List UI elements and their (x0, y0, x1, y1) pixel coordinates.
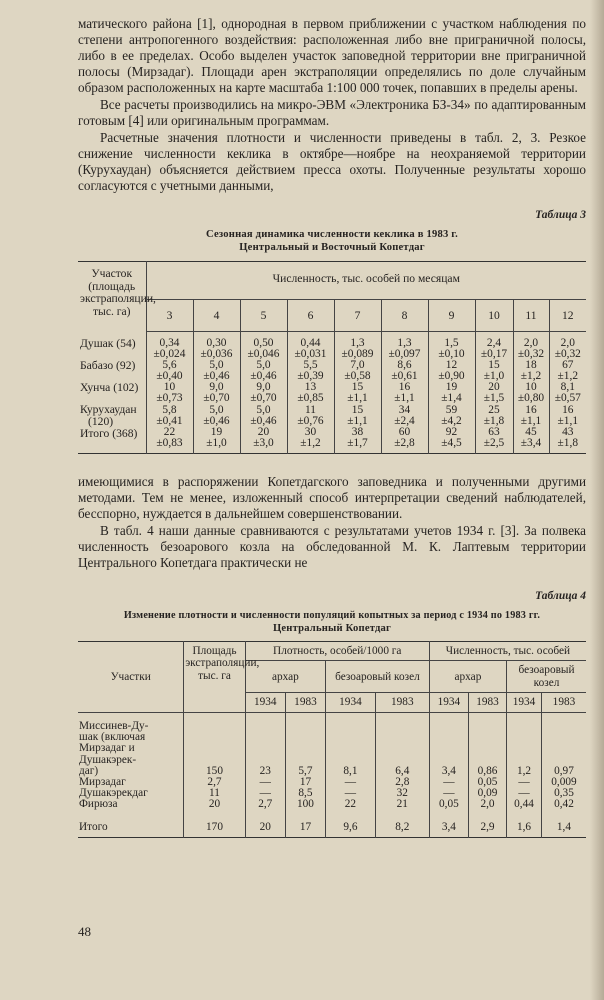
table-3 (78, 261, 586, 454)
table-4-col-goat-number-1983: 0,97 0,009 0,35 0,42 1,4 (541, 712, 586, 837)
table-3-col-8: 1,3 ±0,097 8,6 ±0,61 16 ±1,1 34 ±2,4 60 ±2,8 (381, 332, 428, 454)
table-4-col-argali-number-1983: 0,86 0,05 0,09 2,0 2,9 (468, 712, 506, 837)
table-4-site: Миссинев-Ду- (79, 719, 149, 732)
table-3-col-3: 0,34 ±0,024 5,6 ±0,40 10 ±0,73 5,8 ±0,41 22 ±0,83 (146, 332, 193, 454)
table-4-col-goat-density-1934: 8,1 — — 22 9,6 (326, 712, 376, 837)
table-3-site: Курухаудан (80, 402, 137, 416)
table-3-month: 3 (146, 300, 193, 332)
table-4-year: 1983 (375, 693, 429, 713)
table-4-year: 1934 (245, 693, 285, 713)
table-4-title-line1: Изменение плотности и численности популяций копытных за период с 1934 по 1983 гг. (123, 609, 541, 621)
table-4-site: шак (включая (79, 731, 146, 744)
table-3-site-header: Участок (площадь экстраполяции, тыс. га) (80, 267, 156, 318)
paragraph-5: В табл. 4 наши данные сравниваются с результатами учетов 1934 г. [3]. За полвека численность безоарового козла на обследованной М. К. Лаптевым территории Центрального Копетдага практически не (78, 522, 586, 570)
table-3-span-header: Численность, тыс. особей по месяцам (146, 262, 586, 300)
table-4-site: Итого (79, 820, 108, 833)
table-4-argali-header: архар (245, 661, 325, 693)
table-4-col-goat-density-1983: 6,4 2,8 32 21 8,2 (375, 712, 429, 837)
table-3-site: Душак (54) (80, 336, 136, 350)
table-3-month: 8 (381, 300, 428, 332)
table-4-site: Мирзадаг и (79, 742, 135, 755)
table-3-col-7: 1,3 ±0,089 7,0 ±0,58 15 ±1,1 15 ±1,1 38 ±1,7 (334, 332, 381, 454)
table-4-col-argali-density-1934: 23 — — 2,7 20 (245, 712, 285, 837)
table-4-goat-header: безоаровый козел (326, 661, 430, 693)
table-4-site: Душакэрек- (79, 753, 137, 766)
table-3-month: 5 (240, 300, 287, 332)
table-4-col-argali-number-1934: 3,4 — — 0,05 3,4 (429, 712, 468, 837)
table-4-goat-header: безоаровый козел (507, 661, 586, 693)
table-4-year: 1983 (468, 693, 506, 713)
table-3-col-6: 0,44 ±0,031 5,5 ±0,39 13 ±0,85 11 ±0,76 30 ±1,2 (287, 332, 334, 454)
page-number: 48 (78, 924, 91, 939)
table-4-year: 1934 (326, 693, 376, 713)
table-4-site: Мирзадаг (79, 775, 126, 788)
table-3-month: 6 (287, 300, 334, 332)
table-4-col-area: 150 2,7 11 20 170 (184, 712, 245, 837)
table-4-argali-header: архар (429, 661, 506, 693)
table-3-month: 11 (513, 300, 549, 332)
table-4-number-header: Численность, тыс. особей (429, 641, 586, 661)
table-3-month: 10 (475, 300, 513, 332)
table-4-year: 1983 (285, 693, 325, 713)
table-3-sites (78, 332, 146, 454)
table-3-label: Таблица 3 (535, 209, 586, 221)
table-3-col-12: 2,0 ±0,32 67 ±1,2 8,1 ±0,57 16 ±1,1 43 ±1,8 (549, 332, 586, 454)
table-3-site: Хунча (102) (80, 380, 139, 394)
table-3-site: (120) (88, 414, 114, 428)
table-4-col-argali-density-1983: 5,7 17 8,5 100 17 (285, 712, 325, 837)
table-4-year: 1934 (429, 693, 468, 713)
table-4-site: Фирюза (79, 798, 118, 811)
table-4-site: Душакэрекдаг (79, 787, 148, 800)
table-3-month: 4 (193, 300, 240, 332)
table-4-title (78, 609, 586, 635)
table-3-col-5: 0,50 ±0,046 5,0 ±0,46 9,0 ±0,70 5,0 ±0,46 20 ±3,0 (240, 332, 287, 454)
table-3-title-line1: Сезонная динамика численности кеклика в 1983 г. (206, 229, 458, 240)
table-3-col-11: 2,0 ±0,32 18 ±1,2 10 ±0,80 16 ±1,1 45 ±3,4 (513, 332, 549, 454)
table-4-year: 1934 (507, 693, 542, 713)
table-3-col-10: 2,4 ±0,17 15 ±1,0 20 ±1,5 25 ±1,8 63 ±2,5 (475, 332, 513, 454)
table-4 (78, 641, 586, 838)
table-3-col-4: 0,30 ±0,036 5,0 ±0,46 9,0 ±0,70 5,0 ±0,46 19 ±1,0 (193, 332, 240, 454)
table-4-label: Таблица 4 (535, 589, 586, 602)
table-3-site: Бабазо (92) (80, 358, 136, 372)
table-3-month: 9 (428, 300, 475, 332)
table-3-col-9: 1,5 ±0,10 12 ±0,90 19 ±1,4 59 ±4,2 92 ±4,5 (428, 332, 475, 454)
table-4-title-line2: Центральный Копетдаг (272, 622, 392, 634)
paragraph-1: матического района [1], однородная в первом приближении с участком наблюдения по степени антропогенного воздействия: расположенная либо вне приграничной полосы, либо в ее пределах. Особо выделен участок заповедной территории вне приграничной полосы (Мирзадаг). Площади арен экстраполяции определялись по доле случайным образом расположенных на карте масштаба 1:100 000 точек, попавших в пределы арены. (78, 16, 586, 95)
table-4-sites (78, 712, 184, 837)
table-4-site-header: Участки (78, 641, 184, 712)
table-4-year: 1983 (541, 693, 586, 713)
paragraph-2: Все расчеты производились на микро-ЭВМ «Электроника БЗ-34» по адаптированным готовым [4] или оригинальным программам. (78, 97, 586, 128)
table-3-title-line2: Центральный и Восточный Копетдаг (239, 242, 425, 253)
table-3-month: 12 (549, 300, 586, 332)
table-4-density-header: Плотность, особей/1000 га (245, 641, 429, 661)
table-3-title (78, 228, 586, 254)
table-4-area-header: Площадь экстраполяции, тыс. га (184, 641, 245, 712)
table-4-col-goat-number-1934: 1,2 — — 0,44 1,6 (507, 712, 542, 837)
paragraph-4: имеющимися в распоряжении Копетдагского заповедника и полученными другими методами. Тем не менее, изложенный способ интерпретации сведений наблюдателей, бесспорно, нуждается в дальнейшем совершенствовании. (78, 473, 586, 521)
table-3-site: Итого (368) (80, 426, 138, 440)
paragraph-3: Расчетные значения плотности и численности приведены в табл. 2, 3. Резкое снижение численности кеклика в октябре—ноябре на неохраняемой территории (Курухаудан) объясняется действием пресса охоты. Полученные результаты хорошо согласуются с учетными данными, (78, 130, 586, 193)
table-4-site: даг) (79, 764, 99, 777)
table-3-month: 7 (334, 300, 381, 332)
